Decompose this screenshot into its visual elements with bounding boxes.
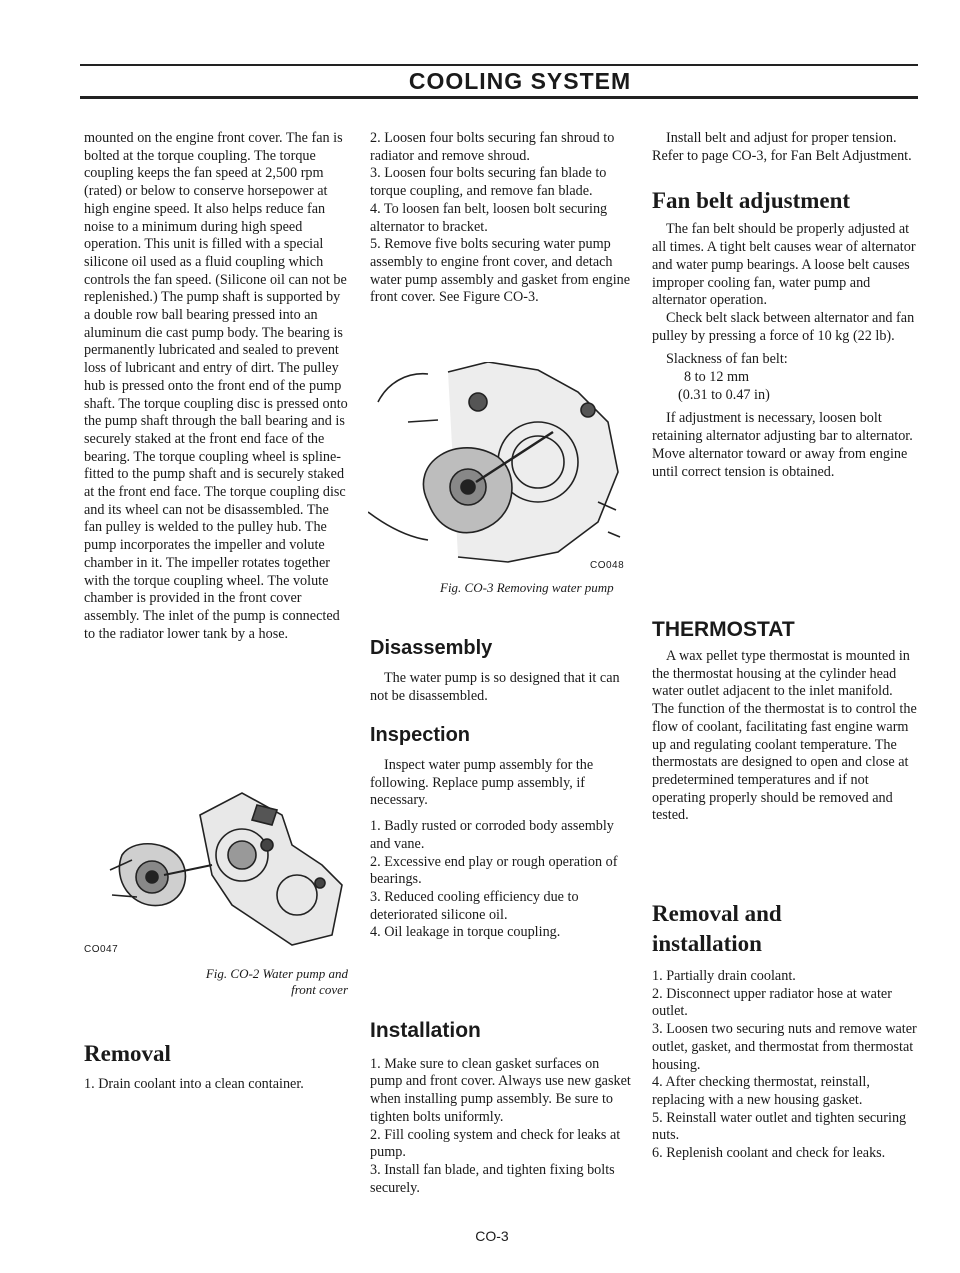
inspection-item-2: 2. Excessive end play or rough operation of bearings.	[370, 853, 618, 888]
removal-step-1: 1. Drain coolant into a clean container.	[84, 1076, 304, 1092]
removal-item-3: 3. Loosen two securing nuts and remove water outlet, gasket, and thermostat from thermostat housing.	[652, 1021, 917, 1073]
disassembly-text: The water pump is so designed that it can not be disassembled.	[370, 670, 620, 704]
installation-item-3: 3. Install fan blade, and tighten fixing bolts securely.	[370, 1161, 615, 1196]
column-3	[652, 130, 918, 481]
slack-label: Slackness of fan belt:	[666, 351, 788, 368]
inspection-text: Inspect water pump assembly for the following. Replace pump assembly, if necessary.	[370, 757, 594, 809]
installation-heading: Installation	[370, 1019, 481, 1042]
inspection-heading: Inspection	[370, 724, 471, 746]
removal-installation-heading-2: installation	[652, 931, 762, 956]
slack-in: (0.31 to 0.47 in)	[678, 386, 770, 403]
installation-item-2: 2. Fill cooling system and check for leaks at pump.	[370, 1126, 621, 1161]
page-title: COOLING SYSTEM	[408, 68, 632, 94]
column-1	[84, 130, 350, 643]
page-number: CO-3	[475, 1228, 509, 1244]
slack-mm: 8 to 12 mm	[684, 369, 750, 386]
header-rule-top	[80, 64, 918, 66]
fig-co3-illustration	[368, 362, 634, 572]
fig-co2-caption-1: Fig. CO-2 Water pump and	[205, 966, 348, 981]
fan-belt-p2: Check belt slack between alternator and fan pulley by pressing a force of 10 kg (22 lb).	[652, 309, 915, 344]
col2-step-5: 5. Remove five bolts securing water pump assembly to engine front cover, and detach water pump assembly and gasket from engine front cover. See Figure CO-3.	[370, 236, 631, 306]
fig-co2-code: CO047	[84, 944, 119, 955]
fig-co2-illustration	[92, 785, 352, 955]
disassembly-heading: Disassembly	[370, 637, 493, 659]
thermostat-text: A wax pellet type thermostat is mounted in the thermostat housing at the cylinder head water outlet adjacent to the inlet manifold. The function of the thermostat is to control the flow of coolant, facilitating fast engine warm up and regulating coolant temperature. The thermostats are designed to open and close at predetermined temperatures and if not operating properly should be removed and tested.	[652, 648, 917, 824]
fig-co3-code: CO048	[590, 560, 625, 571]
col2-step-3: 3. Loosen four bolts securing fan blade to torque coupling, and remove fan blade.	[370, 165, 607, 200]
fig-co3-caption: Fig. CO-3 Removing water pump	[440, 580, 614, 595]
col1-body-text: mounted on the engine front cover. The fan is bolted at the torque coupling. The torque coupling keeps the fan speed at 2,500 rpm (rated) or below to conserve horsepower at high engine speed. It also helps reduce fan noise to a minimum during high speed operation. This unit is filled with a special silicone oil used as a fluid coupling which controls the fan speed. (Silicone oil can not be replenished.) The pump shaft is supported by a double row ball bearing pressed into an aluminum die cast pump body. The bearing is permanently lubricated and sealed to prevent loss of lubricant and entry of dirt. The pulley hub is pressed onto the front end of the pump shaft. The torque coupling disc is pressed onto the pump shaft through the ball bearing and is securely staked at the front end face of the bearing. The torque coupling wheel is spline-fitted to the pump shaft and is securely staked at the front end face. The torque coupling disc and its wheel can not be disassembled. The fan pulley is welded to the pulley hub. The pump incorporates the impeller and volute chamber in it. The impeller rotates together with the torque coupling wheel. The volute chamber is provided in the front cover assembly. The inlet of the pump is connected to the radiator lower tank by a hose.	[84, 130, 348, 642]
header-rule-bottom	[80, 96, 918, 99]
col3-removal-section	[652, 900, 918, 1163]
thermostat-heading: THERMOSTAT	[652, 618, 795, 641]
removal-item-1: 1. Partially drain coolant.	[652, 968, 796, 984]
removal-heading: Removal	[84, 1041, 171, 1066]
installation-item-1: 1. Make sure to clean gasket surfaces on pump and front cover. Always use new gasket when installing pump assembly. Be sure to tighten bolts uniformly.	[370, 1055, 631, 1125]
removal-installation-heading-1: Removal and	[652, 901, 782, 926]
col2-installation-section	[370, 1019, 632, 1197]
inspection-item-3: 3. Reduced cooling efficiency due to deteriorated silicone oil.	[370, 888, 579, 923]
fan-belt-heading: Fan belt adjustment	[652, 188, 851, 214]
inspection-item-1: 1. Badly rusted or corroded body assembly and vane.	[370, 818, 614, 852]
removal-item-5: 5. Reinstall water outlet and tighten securing nuts.	[652, 1109, 907, 1144]
fig-co2-caption-2: front cover	[291, 982, 348, 997]
col3-intro: Install belt and adjust for proper tension. Refer to page CO-3, for Fan Belt Adjustment.	[652, 130, 912, 164]
removal-item-2: 2. Disconnect upper radiator hose at water outlet.	[652, 985, 892, 1020]
col2-step-2: 2. Loosen four bolts securing fan shroud to radiator and remove shroud.	[370, 130, 615, 164]
fan-belt-p1: The fan belt should be properly adjusted at all times. A tight belt causes wear of alternator and water pump bearings. A loose belt causes improper cooling fan, water pump and alternator operation.	[652, 221, 916, 309]
col3-thermostat-section	[652, 618, 918, 825]
column-2-steps	[370, 130, 632, 307]
inspection-item-4: 4. Oil leakage in torque coupling.	[370, 924, 561, 941]
col2-inspection-section	[370, 723, 632, 942]
col1-removal-section	[84, 1040, 350, 1094]
removal-item-4: 4. After checking thermostat, reinstall, replacing with a new housing gasket.	[652, 1074, 870, 1108]
col2-step-4: 4. To loosen fan belt, loosen bolt securing alternator to bracket.	[370, 200, 608, 235]
col2-disassembly-section	[370, 636, 632, 705]
removal-item-6: 6. Replenish coolant and check for leaks.	[652, 1145, 886, 1162]
fan-belt-p3: If adjustment is necessary, loosen bolt retaining alternator adjusting bar to alternator. Move alternator toward or away from engine until correct tension is obtained.	[652, 410, 913, 480]
